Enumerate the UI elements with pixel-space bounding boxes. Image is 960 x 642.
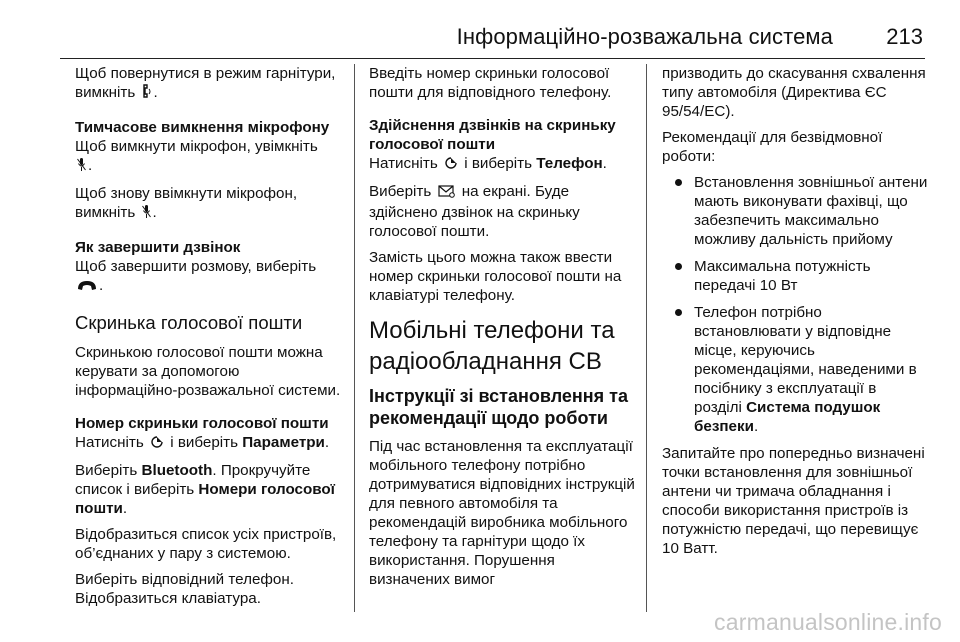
mic-icon — [142, 204, 151, 224]
column-3 — [662, 64, 928, 565]
phone-handset-icon — [142, 84, 152, 104]
paragraph: Виберіть відповідний телефон. Відобразиться клавіатура. — [75, 571, 294, 607]
list-item: Телефон потрібно встановлювати у відповідне місце, керуючись рекомендаціями, наведеними в посібнику з експлуатації в розділі Система подушок безпеки. — [662, 303, 928, 436]
list-item: Встановлення зовнішньої антени мають виконувати фахівці, що забезпечить максимально можливу дальність прийому — [662, 173, 928, 249]
paragraph: Відобразиться список усіх пристроїв, об’єднаних у пару з системою. — [75, 526, 337, 562]
section-title: Номер скриньки голосової пошти — [75, 415, 329, 432]
paragraph: Рекомендації для безвідмовної роботи: — [662, 129, 883, 165]
paragraph: призводить до скасування схвалення типу автомобіля (Директива ЄС 95/54/ЕС). — [662, 65, 926, 120]
list-item: Максимальна потужність передачі 10 Вт — [662, 257, 928, 295]
section-title: Здійснення дзвінків на скриньку голосової пошти — [369, 117, 616, 153]
hang-up-icon — [77, 278, 97, 297]
section-title: Як завершити дзвінок — [75, 239, 241, 256]
page-number: 213 — [886, 24, 923, 49]
paragraph: Натисніть і виберіть Телефон. — [369, 154, 635, 175]
paragraph: Замість цього можна також ввести номер скриньки голосової пошти на клавіатурі телефону. — [369, 249, 622, 304]
voicemail-icon — [438, 184, 456, 203]
column-divider — [646, 64, 647, 612]
heading: Мобільні телефони та радіообладнання СВ — [369, 317, 615, 375]
paragraph: Скринькою голосової пошти можна керувати за допомогою інформаційно-розважальної системи. — [75, 344, 341, 399]
column-2 — [369, 64, 635, 596]
paragraph: Щоб завершити розмову, виберіть . — [75, 257, 343, 297]
paragraph: Щоб знову ввімкнути мікрофон, вимкніть . — [75, 184, 343, 224]
home-icon — [444, 156, 458, 175]
home-icon — [150, 435, 164, 454]
page-header — [60, 0, 925, 59]
watermark: carmanualsonline.info — [714, 609, 942, 635]
paragraph: Натисніть і виберіть Параметри. — [75, 433, 343, 454]
section-title: Тимчасове вимкнення мікрофону — [75, 119, 330, 136]
paragraph: Виберіть на екрані. Буде здійснено дзвінок на скриньку голосової пошти. — [369, 183, 580, 240]
paragraph: Щоб вимкнути мікрофон, увімкніть . — [75, 137, 343, 177]
bullet-icon — [675, 179, 682, 186]
paragraph: Запитайте про попередньо визначені точки встановлення для зовнішньої антени чи тримача обладнання і способи використання пристроїв із потужністю передачі, що перевищує 10 Ватт. — [662, 445, 925, 557]
column-divider — [354, 64, 355, 612]
subheading: Інструкції зі встановлення та рекомендації щодо роботи — [369, 386, 628, 428]
paragraph: Під час встановлення та експлуатації мобільного телефону потрібно дотримуватися відповідних інструкцій для певного автомобіля та рекомендацій виробника мобільного телефону та гарнітури щодо їх використання. Порушення визначених вимог — [369, 438, 635, 588]
bullet-icon — [675, 263, 682, 270]
bullet-list — [662, 173, 928, 436]
heading: Скринька голосової пошти — [75, 312, 303, 333]
column-1 — [75, 64, 343, 615]
mic-icon — [77, 157, 86, 177]
bullet-icon — [675, 309, 682, 316]
header-title: Інформаційно-розважальна система — [456, 24, 833, 49]
paragraph: Щоб повернутися в режим гарнітури, вимкніть . — [75, 64, 343, 104]
paragraph: Введіть номер скриньки голосової пошти для відповідного телефону. — [369, 65, 612, 101]
paragraph: Виберіть Bluetooth. Прокручуйте список і виберіть Номери голосової пошти. — [75, 462, 335, 517]
